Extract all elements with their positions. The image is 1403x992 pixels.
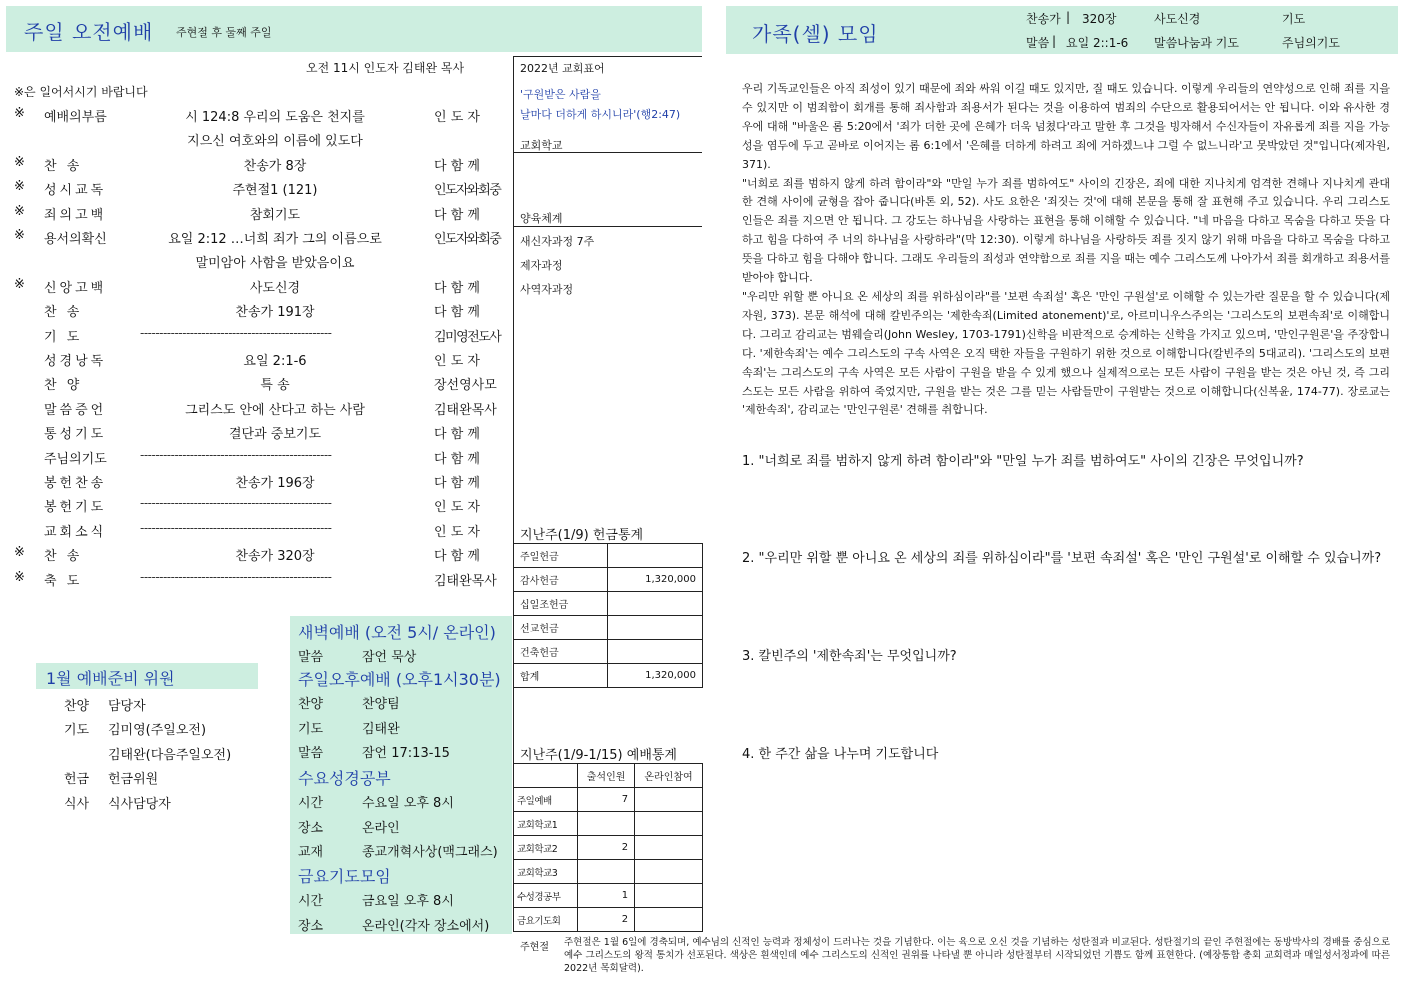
item-leader: 인도자와회중 (434, 232, 501, 247)
order-row (0, 371, 512, 395)
rise-mark: ※ (14, 106, 25, 121)
item-leader: 다 함 께 (434, 280, 480, 296)
attend-row (514, 908, 703, 932)
attend-online (635, 788, 703, 812)
item-name: 통성기도 (44, 427, 107, 443)
order-row (0, 103, 512, 127)
order-row (0, 127, 512, 151)
item-content: 말미암아 사함을 받았음이요 (195, 256, 355, 272)
course-3: 사역자과정 (520, 283, 574, 296)
offering-amount (608, 544, 703, 568)
nurture-label: 양육체계 (520, 212, 563, 225)
attend-label: 교회학교3 (514, 860, 578, 884)
item-leader: 김미영전도사 (434, 329, 501, 345)
footnote-text: 주현절은 1월 6일에 경축되며, 예수님의 신적인 능력과 정체성이 드러나는 것을 기념한다. 이는 육으로 오신 것을 기념하는 성탄절과 비교된다. 성탄절기의 끝인 주현절에는 동방박사의 경배를 중심으로 예수 그리스도의 왕적 통치가 선포된다. 색상은 흰색인데 예수 그리스도의 신적인 권위를 나타낼 뿐 아니라 성탄절부터 시작되었던 기쁨도 함께 표현한다. (예장통합 총회 교회력과 매일성서정과에 따른 2022년 목회달력). (564, 937, 1390, 974)
dawn-title: 새벽예배 (오전 5시/ 온라인) (298, 623, 496, 642)
prayer-item: 기도 (1282, 12, 1306, 26)
motto-title: 2022년 교회표어 (520, 62, 605, 75)
item-leader: 다 함 께 (434, 476, 480, 491)
item-leader: 인 도 자 (434, 524, 480, 540)
offering-label: 십일조헌금 (514, 592, 608, 616)
school-label: 교회학교 (520, 139, 563, 152)
prep-role: 헌금 (64, 772, 90, 788)
order-row (0, 152, 512, 176)
rise-mark: ※ (14, 569, 25, 585)
offering-row (514, 664, 703, 688)
offering-label: 합계 (514, 664, 608, 688)
offering-table (513, 543, 703, 688)
item-name: 찬 송 (44, 549, 83, 565)
worship-title: 주일 오전예배 (24, 20, 154, 44)
item-leader: 다 함 께 (434, 549, 480, 565)
order-row (0, 225, 512, 249)
attend-count: 2 (578, 908, 635, 932)
attend-header (514, 764, 578, 788)
study-text (742, 80, 1390, 420)
item-name: 신앙고백 (44, 280, 107, 296)
worship-header (6, 6, 702, 52)
order-row (0, 176, 512, 200)
item-leader: 다 함 께 (434, 305, 480, 321)
offering-row (514, 616, 703, 640)
attend-row (514, 860, 703, 884)
attend-row (514, 836, 703, 860)
offering-row (514, 592, 703, 616)
nurture-underline (513, 226, 702, 227)
lords-prayer-item: 주님의기도 (1282, 36, 1340, 50)
item-content: 사도신경 (249, 280, 301, 296)
rise-mark: ※ (14, 276, 25, 292)
motto-line-1: '구원받은 사람을 (520, 88, 601, 101)
prep-role: 식사 (64, 796, 90, 812)
friday-row-label: 장소 (298, 918, 324, 934)
service-info: 오전 11시 인도자 김태완 목사 (306, 61, 465, 75)
cell-title: 가족(셀) 모임 (752, 22, 879, 46)
item-leader: 다 함 께 (434, 158, 480, 174)
study-paragraph-1: 우리 기독교인들은 아직 죄성이 있기 때문에 죄와 싸워 이길 때도 있지만, 질 때도 있습니다. 이렇게 우리들의 연약성으로 인해 죄를 지을 수 있지만 이 범죄함이 회개를 통해 죄사함과 죄용서가 된다는 것을 이용하여 범죄의 수단으로 활용되어서는 안 됩니다. 이와 유사한 경우에 대해 "바울은 롬 5:20에서 '죄가 더한 곳에 은혜가 더욱 넘쳤다'라고 말한 후 그것을 빙자해서 수신자들이 자유롭게 죄를 지을 가능성을 염두에 두고 곧바로 이어지는 롬 6:1에서 '은혜를 더하게 하려고 죄에 거하겠느냐 그럴 수 없느니라'고 못박았던 것"입니다(제자원, 371). (742, 82, 1390, 171)
order-row (0, 274, 512, 298)
item-leader: 장선영사모 (434, 378, 497, 394)
attend-label: 교회학교1 (514, 812, 578, 836)
item-content: 지으신 여호와의 이름에 있도다 (187, 134, 363, 150)
order-row (0, 567, 512, 591)
footnote-label: 주현절 (520, 942, 549, 953)
attendance-table (513, 763, 703, 932)
offering-amount: 1,320,000 (608, 568, 703, 592)
item-content: 찬송가 320장 (235, 549, 315, 565)
item-name: 성경낭독 (44, 354, 107, 369)
item-content: 주현절1 (121) (232, 183, 318, 199)
prep-person: 헌금위원 (108, 772, 159, 788)
motto-line-2: 날마다 더하게 하시니라'(행2:47) (520, 108, 681, 121)
course-1: 새신자과정 7주 (520, 235, 595, 248)
wednesday-title: 수요성경공부 (298, 769, 391, 788)
question-2: 2. "우리만 위할 뿐 아니요 온 세상의 죄를 위하심이라"를 '보편 속죄설' 혹은 '만인 구원설'로 이해할 수 있습니까? (742, 551, 1382, 566)
offering-label: 건축헌금 (514, 640, 608, 664)
dash-line: -------------------------------------------------- (140, 569, 332, 584)
order-row (0, 469, 512, 493)
attend-count (578, 812, 635, 836)
item-name: 용서의확신 (44, 232, 107, 247)
item-name: 봉헌찬송 (44, 476, 107, 491)
hymn-label: 찬송가 (1026, 12, 1061, 26)
side-top-line (513, 56, 702, 57)
afternoon-row-value: 잠언 17:13-15 (362, 746, 450, 761)
word-sep: | (1052, 34, 1057, 48)
order-row (0, 445, 512, 469)
study-paragraph-3: "우리만 위할 뿐 아니요 온 세상의 죄를 위하심이라"를 '보편 속죄설' 혹은 '만인 구원설'로 이해할 수 있는가란 질문을 할 수 있습니다(제자원, 373). 본문 해석에 대해 칼빈주의는 '제한속죄(Limited atonement)'로, 아르미니우스주의는 '그리스도의 보편속죄'로 이해합니다. 그리고 감리교는 범웨슬리(John Wesley, 1703-1791)신학을 비판적으로 승계하는 신학을 가지고 있으며, '만인구원론'을 주장합니다. '제한속죄'는 예수 그리스도의 구속 사역은 오직 택한 자들을 구원하기 위한 것으로 이해합니다(칼빈주의 5대교리). '그리스도의 보편속죄'는 그리스도의 구속 사역은 모든 사람이 구원을 받을 수 있게 했으나 실제적으로는 모든 사람이 구원을 받는 것은 아닌 것, 즉 그리스도는 모든 사람을 위하여 죽었지만, 구원을 받는 것은 그를 믿는 사람들만이 구원받는 것으로 이해합니다(신복윤, 174-77). 장로교는 '제한속죄', 감리교는 '만인구원론' 견해를 취합니다. (742, 289, 1390, 417)
item-name: 교회소식 (44, 524, 107, 540)
dawn-row-label: 말씀 (298, 650, 324, 665)
item-name: 말씀증언 (44, 402, 107, 418)
offering-amount: 1,320,000 (608, 664, 703, 688)
prep-title: 1월 예배준비 위원 (46, 669, 175, 688)
share-item: 말씀나눔과 기도 (1154, 36, 1239, 50)
wednesday-row-value: 온라인 (362, 820, 400, 836)
attend-label: 주일예배 (514, 788, 578, 812)
item-content: 특 송 (260, 378, 290, 394)
question-4: 4. 한 주간 삶을 나누며 기도합니다 (742, 747, 939, 762)
item-leader: 다 함 께 (434, 207, 480, 223)
attend-title: 지난주(1/9-1/15) 예배통계 (520, 748, 677, 763)
offering-label: 주일헌금 (514, 544, 608, 568)
item-leader: 인 도 자 (434, 110, 480, 125)
item-leader: 인도자와회중 (434, 183, 501, 199)
attend-count: 1 (578, 884, 635, 908)
creed-item: 사도신경 (1154, 12, 1201, 26)
prep-person: 식사담당자 (108, 796, 171, 812)
order-row (0, 518, 512, 542)
order-row (0, 201, 512, 225)
attend-label: 수성경공부 (514, 884, 578, 908)
attend-label: 교회학교2 (514, 836, 578, 860)
dash-line: -------------------------------------------------- (140, 447, 332, 462)
item-leader: 인 도 자 (434, 500, 480, 516)
attend-count: 7 (578, 788, 635, 812)
friday-row-label: 시간 (298, 894, 324, 909)
afternoon-row-value: 김태완 (362, 721, 400, 737)
attend-row (514, 812, 703, 836)
friday-title: 금요기도모임 (298, 867, 391, 886)
question-3: 3. 칼빈주의 '제한속죄'는 무엇입니까? (742, 649, 957, 664)
offering-label: 감사헌금 (514, 568, 608, 592)
item-name: 예배의부름 (44, 110, 107, 125)
item-name: 봉헌기도 (44, 500, 107, 516)
order-row (0, 298, 512, 322)
prep-person: 담당자 (108, 699, 146, 714)
question-1: 1. "너희로 죄를 범하지 않게 하려 함이라"와 "만일 누가 죄를 범하여도" 사이의 긴장은 무엇입니까? (742, 454, 1304, 469)
item-content: 찬송가 196장 (235, 476, 315, 491)
course-2: 제자과정 (520, 259, 563, 272)
order-row (0, 420, 512, 444)
prep-person: 김미영(주일오전) (108, 723, 207, 739)
item-content: 참회기도 (249, 207, 301, 223)
attend-count: 2 (578, 836, 635, 860)
prep-person: 김태완(다음주일오전) (108, 747, 232, 763)
item-content: 그리스도 안에 산다고 하는 사람 (185, 402, 365, 418)
item-leader: 다 함 께 (434, 451, 480, 467)
attend-online (635, 908, 703, 932)
item-name: 기 도 (44, 329, 83, 345)
dawn-row-value: 잠언 묵상 (362, 650, 417, 665)
attend-online (635, 884, 703, 908)
wednesday-row-label: 교재 (298, 845, 324, 860)
item-content: 요일 2:12 …너희 죄가 그의 이름으로 (168, 232, 382, 247)
order-row (0, 493, 512, 517)
offering-title: 지난주(1/9) 헌금통계 (520, 528, 644, 543)
item-content: 시 124:8 우리의 도움은 천지를 (185, 110, 365, 125)
study-paragraph-2: "너희로 죄를 범하지 않게 하려 함이라"와 "만일 누가 죄를 범하여도" 사이의 긴장은, 죄에 대한 지나치게 엄격한 견해나 지나치게 관대한 견해 사이에 균형을 잡아 줍니다(바톤 외, 52). 사도 요한은 '죄짓는 것'에 대해 본문을 통해 잘 표현해 주고 있습니다. 우리 그리스도인들은 죄를 지으면 안 됩니다. 그 강도는 하나님을 사랑하는 표현을 통해 이해할 수 있습니다. "네 마음을 다하고 목숨을 다하고 뜻을 다하고 힘을 다하여 주 너의 하나님을 사랑하라"(막 12:30). 이렇게 하나님을 사랑하듯 죄를 짓지 않기 위해 마음을 다하고 목숨을 다하고 뜻을 다하고 힘을 다해야 합니다. 그래도 우리들의 죄성과 연약함으로 죄를 지을 때는 예수 그리스도께 나아가서 죄를 회개하고 죄용서를 받아야 합니다. (742, 176, 1390, 285)
offering-amount (608, 640, 703, 664)
afternoon-title: 주일오후예배 (오후1시30분) (298, 670, 501, 689)
attend-header-row (514, 764, 703, 788)
prep-role: 기도 (64, 723, 90, 739)
dash-line: -------------------------------------------------- (140, 520, 332, 535)
word-reference: 요일 2::1-6 (1066, 36, 1129, 50)
rise-mark: ※ (14, 228, 25, 243)
item-content: 요일 2:1-6 (243, 354, 307, 369)
offering-row (514, 568, 703, 592)
item-name: 축 도 (44, 573, 83, 589)
order-row (0, 396, 512, 420)
dash-line: -------------------------------------------------- (140, 325, 332, 340)
offering-label: 선교헌금 (514, 616, 608, 640)
wednesday-row-label: 시간 (298, 796, 324, 811)
attend-row (514, 884, 703, 908)
item-leader: 김태완목사 (434, 573, 497, 589)
offering-amount (608, 592, 703, 616)
order-row (0, 249, 512, 273)
afternoon-row-label: 말씀 (298, 746, 324, 761)
rise-mark: ※ (14, 545, 25, 561)
item-leader: 김태완목사 (434, 402, 497, 418)
item-content: 결단과 중보기도 (228, 427, 322, 443)
offering-row (514, 640, 703, 664)
friday-row-value: 온라인(각자 장소에서) (362, 918, 490, 934)
attend-label: 금요기도회 (514, 908, 578, 932)
wednesday-row-label: 장소 (298, 820, 324, 836)
item-content: 찬송가 191장 (235, 305, 315, 321)
item-name: 주님의기도 (44, 451, 107, 467)
item-name: 찬 송 (44, 305, 83, 321)
item-name: 성시교독 (44, 183, 107, 199)
school-underline (513, 152, 702, 153)
prep-role: 찬양 (64, 699, 90, 714)
rise-mark: ※ (14, 179, 25, 195)
order-row (0, 542, 512, 566)
offering-row (514, 544, 703, 568)
item-leader: 다 함 께 (434, 427, 480, 443)
attend-online (635, 836, 703, 860)
afternoon-row-label: 기도 (298, 721, 324, 737)
attend-row (514, 788, 703, 812)
item-content: 찬송가 8장 (243, 158, 307, 174)
offering-amount (608, 616, 703, 640)
rise-note: ※은 일어서시기 바랍니다 (14, 85, 148, 99)
word-label: 말씀 (1026, 36, 1050, 50)
wednesday-row-value: 수요일 오후 8시 (362, 796, 454, 811)
attend-online (635, 860, 703, 884)
rise-mark: ※ (14, 154, 25, 170)
dash-line: -------------------------------------------------- (140, 496, 332, 511)
hymn-number: 320장 (1082, 12, 1117, 26)
order-row (0, 323, 512, 347)
afternoon-row-value: 찬양팀 (362, 697, 400, 712)
item-name: 찬 양 (44, 378, 83, 394)
attend-header: 출석인원 (578, 764, 635, 788)
friday-row-value: 금요일 오후 8시 (362, 894, 454, 909)
afternoon-row-label: 찬양 (298, 697, 324, 712)
attend-count (578, 860, 635, 884)
item-name: 죄의고백 (44, 207, 107, 223)
item-name: 찬 송 (44, 158, 83, 174)
hymn-sep: | (1066, 10, 1071, 24)
worship-subtitle: 주현절 후 둘째 주일 (176, 26, 272, 39)
item-leader: 인 도 자 (434, 354, 480, 369)
wednesday-row-value: 종교개혁사상(맥그래스) (362, 845, 498, 860)
order-row (0, 347, 512, 371)
attend-header: 온라인참여 (635, 764, 703, 788)
rise-mark: ※ (14, 203, 25, 219)
attend-online (635, 812, 703, 836)
